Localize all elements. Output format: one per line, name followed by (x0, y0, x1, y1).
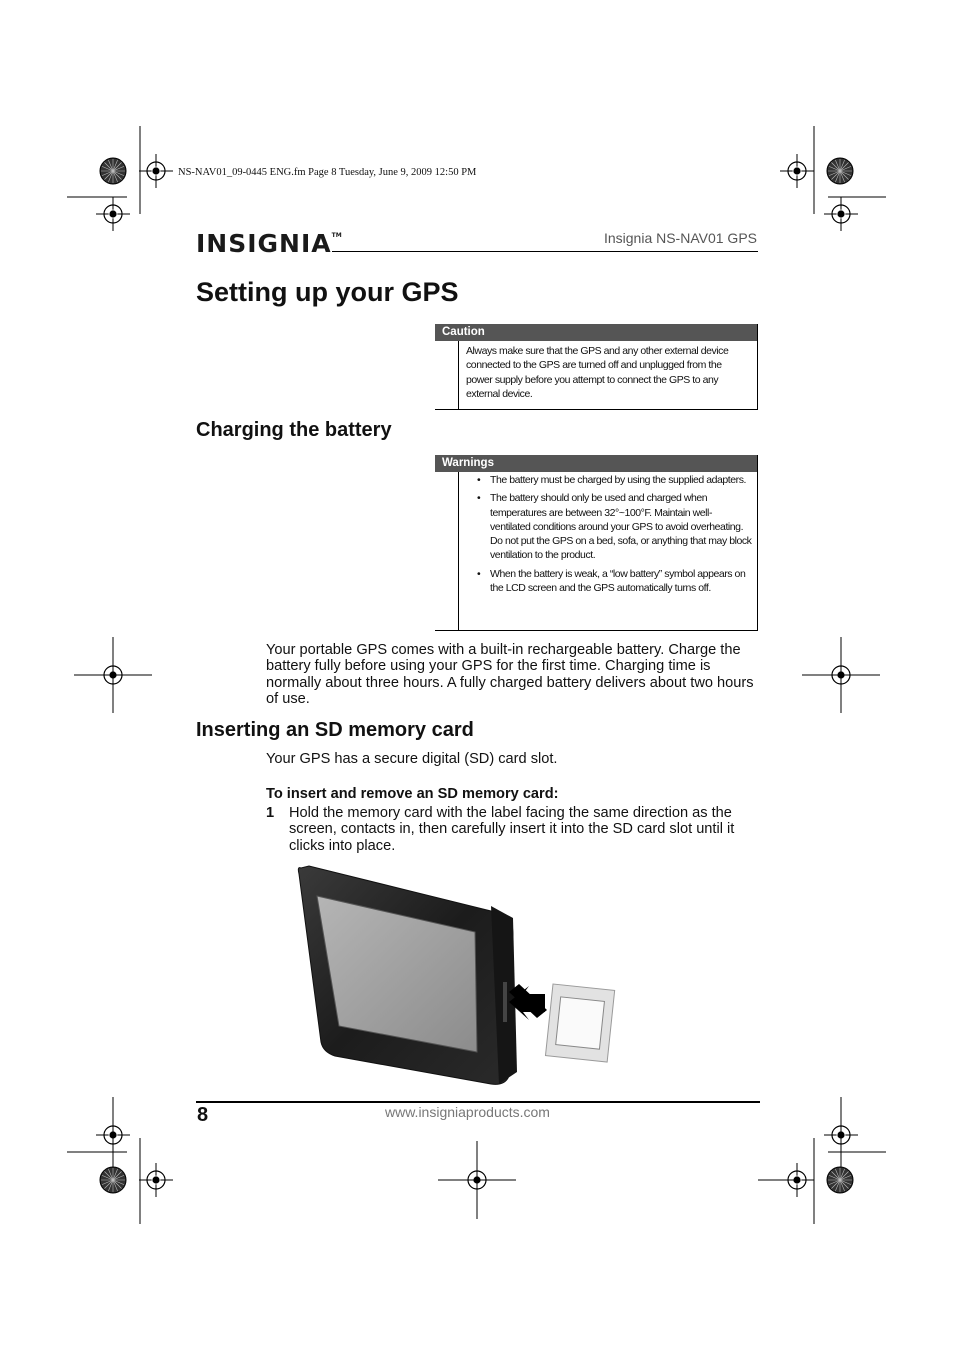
warning-item: • When the battery is weak, a “low battery” symbol appears on the LCD screen and the GPS automatically turns off. (477, 567, 746, 595)
bullet-icon: • (477, 474, 481, 486)
bullet-icon: • (477, 492, 481, 505)
footer-rule (196, 1101, 760, 1103)
procedure-title: To insert and remove an SD memory card: (266, 786, 559, 802)
page-number: 8 (197, 1104, 209, 1126)
bullet-icon: • (477, 567, 481, 580)
warning-item: • The battery should only be used and charged when temperatures are between 32°~100°F. Maintain well-ventilated conditions around your GPS to avoid overheating. Do not put the GPS on a bed, sofa, or anything that may block ventilation to the product. (477, 492, 752, 562)
caution-text: Always make sure that the GPS and any other external device connected to the GPS are turned off and unplugged from the power supply before you attempt to connect the GPS to any external device. (466, 345, 729, 400)
caution-left-rule (458, 341, 459, 409)
page-title: Setting up your GPS (196, 277, 459, 307)
step-1 (266, 805, 758, 854)
insignia-logo: INSIGNIA™ (196, 229, 342, 258)
step-number: 1 (266, 805, 275, 821)
header-rule (332, 251, 758, 252)
caution-box (435, 324, 758, 410)
sd-card (545, 984, 614, 1062)
warnings-list (460, 473, 752, 599)
warnings-left-rule (458, 472, 459, 630)
framemaker-file-header: NS-NAV01_09-0445 ENG.fm Page 8 Tuesday, June 9, 2009 12:50 PM (178, 167, 477, 178)
step-text: Hold the memory card with the label facing the same direction as the screen, contacts in, then carefully insert it into the SD card slot until it clicks into place. (289, 805, 735, 854)
running-title: Insignia NS-NAV01 GPS (603, 230, 757, 246)
sd-card-heading: Inserting an SD memory card (196, 719, 474, 741)
charging-heading: Charging the battery (196, 419, 392, 441)
footer-url: www.insigniaproducts.com (385, 1104, 550, 1120)
warnings-label: Warnings (435, 455, 757, 472)
warnings-box (435, 455, 758, 631)
gps-sd-card-illustration (295, 862, 625, 1088)
sd-card-intro: Your GPS has a secure digital (SD) card slot. (266, 751, 558, 767)
warning-item: • The battery must be charged by using the supplied adapters. (477, 474, 746, 486)
caution-label: Caution (435, 324, 757, 341)
charging-body: Your portable GPS comes with a built-in rechargeable battery. Charge the battery fully before using your GPS for the first time. Charging time is normally about three hours. A fully charged battery delivers about two hours of use. (266, 642, 754, 707)
